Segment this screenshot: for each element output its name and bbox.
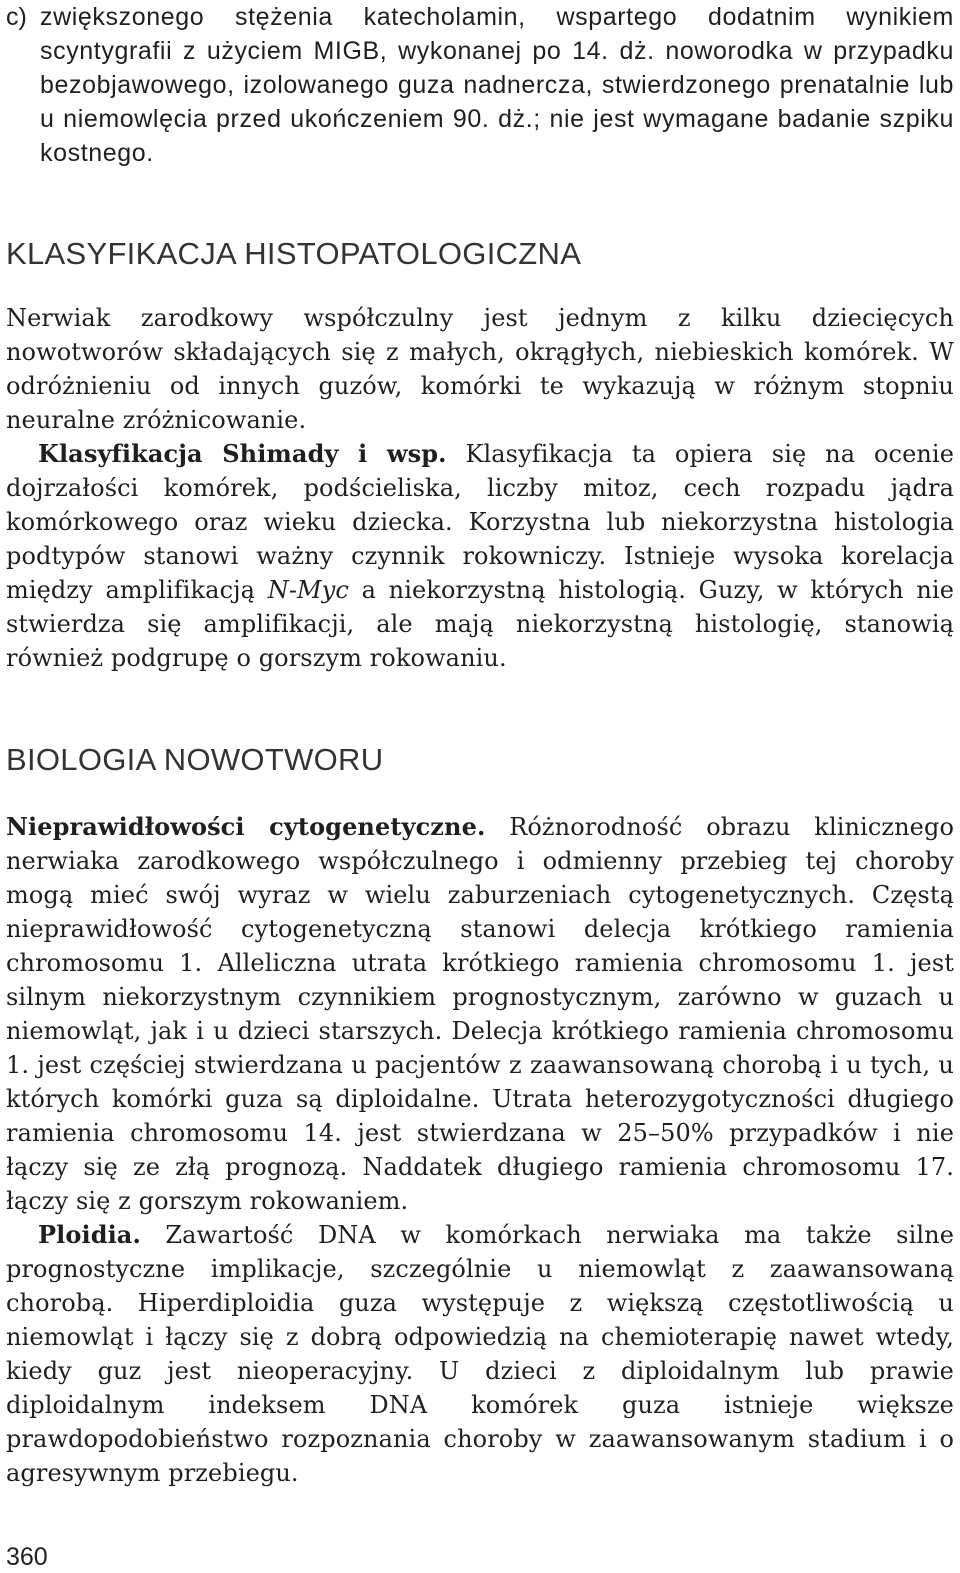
paragraph-intro: Nerwiak zarodkowy współczulny jest jednym z kilku dziecięcych nowotworów składających się z małych, okrągłych, niebieskich komórek. W odróżnieniu od innych guzów, komórki te wykazują w różnym stopniu neuralne zróżnicowanie. [6,304,954,434]
list-item-text: zwiększonego stężenia katecholamin, wspartego dodatnim wynikiem scyntygrafii z użyciem MIGB, wykonanej po 14. dż. noworodka w przypadku bezobjawowego, izolowanego guza nadnercza, stwierdzonego prenatalnie lub u niemowlęcia przed ukończeniem 90. dż.; nie jest wymagane badanie szpiku kostnego. [40,3,954,167]
paragraph-cytogenetics [6,810,954,1218]
ploidy-text: Zawartość DNA w komórkach nerwiaka ma także silne prognostyczne implikacje, szczególnie u niemowląt z zaawansowaną chorobą. Hiperdiploidia guza występuje z większą częstotliwością u niemowląt i łączy się z dobrą odpowiedzią na chemioterapię nawet wtedy, kiedy guz jest nieoperacyjny. U dzieci z diploidalnym lub prawie diploidalnym indeksem DNA komórek guza istnieje większe prawdopodobieństwo rozpoznania choroby w zaawansowanym stadium i o agresywnym przebiegu. [6,1221,954,1487]
page-number: 360 [6,1543,48,1571]
term-cytogenetics: Nieprawidłowości cytogenetyczne. [6,812,486,841]
term-shimada: Klasyfikacja Shimady i wsp. [38,439,447,468]
section-body-histopathology [6,301,954,675]
paragraph-shimada [6,437,954,675]
shimada-text-2: a niekorzystną histologią. Guzy, w których nie stwierdza się amplifikacji, ale mają niekorzystną histologię, stanowią również podgrupę o gorszym rokowaniu. [6,576,955,672]
section-heading-histopathology: KLASYFIKACJA HISTOPATOLOGICZNA [6,236,582,271]
section-body-biology [6,810,954,1490]
section-heading-biology: BIOLOGIA NOWOTWORU [6,742,384,777]
gene-name: N-Myc [267,576,349,604]
cytogenetics-text: Różnorodność obrazu klinicznego nerwiaka zarodkowego współczulnego i odmienny przebieg tej choroby mogą mieć swój wyraz w wielu zaburzeniach cytogenetycznych. Częstą nieprawidłowość cytogenetyczną stanowi delecja krótkiego ramienia chromosomu 1. Alleliczna utrata krótkiego ramienia chromosomu 1. jest silnym niekorzystnym czynnikiem prognostycznym, zarówno w guzach u niemowląt, jak i u dzieci starszych. Delecja krótkiego ramienia chromosomu 1. jest częściej stwierdzana u pacjentów z zaawansowaną chorobą i u tych, u których komórki guza są diploidalne. Utrata heterozygotyczności długiego ramienia chromosomu 14. jest stwierdzana w 25–50% przypadków i nie łączy się ze złą prognozą. Naddatek długiego ramienia chromosomu 17. łączy się z gorszym rokowaniem. [6,813,954,1215]
list-item-c [6,0,954,170]
shimada-text-1: Klasyfikacja ta opiera się na ocenie dojrzałości komórek, podścieliska, liczby mitoz, cech rozpadu jądra komórkowego oraz wieku dziecka. Korzystna lub niekorzystna histologia podtypów stanowi ważny czynnik rokowniczy. Istnieje wysoka korelacja między amplifikacją [6,440,955,604]
paragraph-ploidy [6,1218,954,1490]
list-marker: c) [6,3,27,31]
term-ploidy: Ploidia. [38,1220,141,1249]
